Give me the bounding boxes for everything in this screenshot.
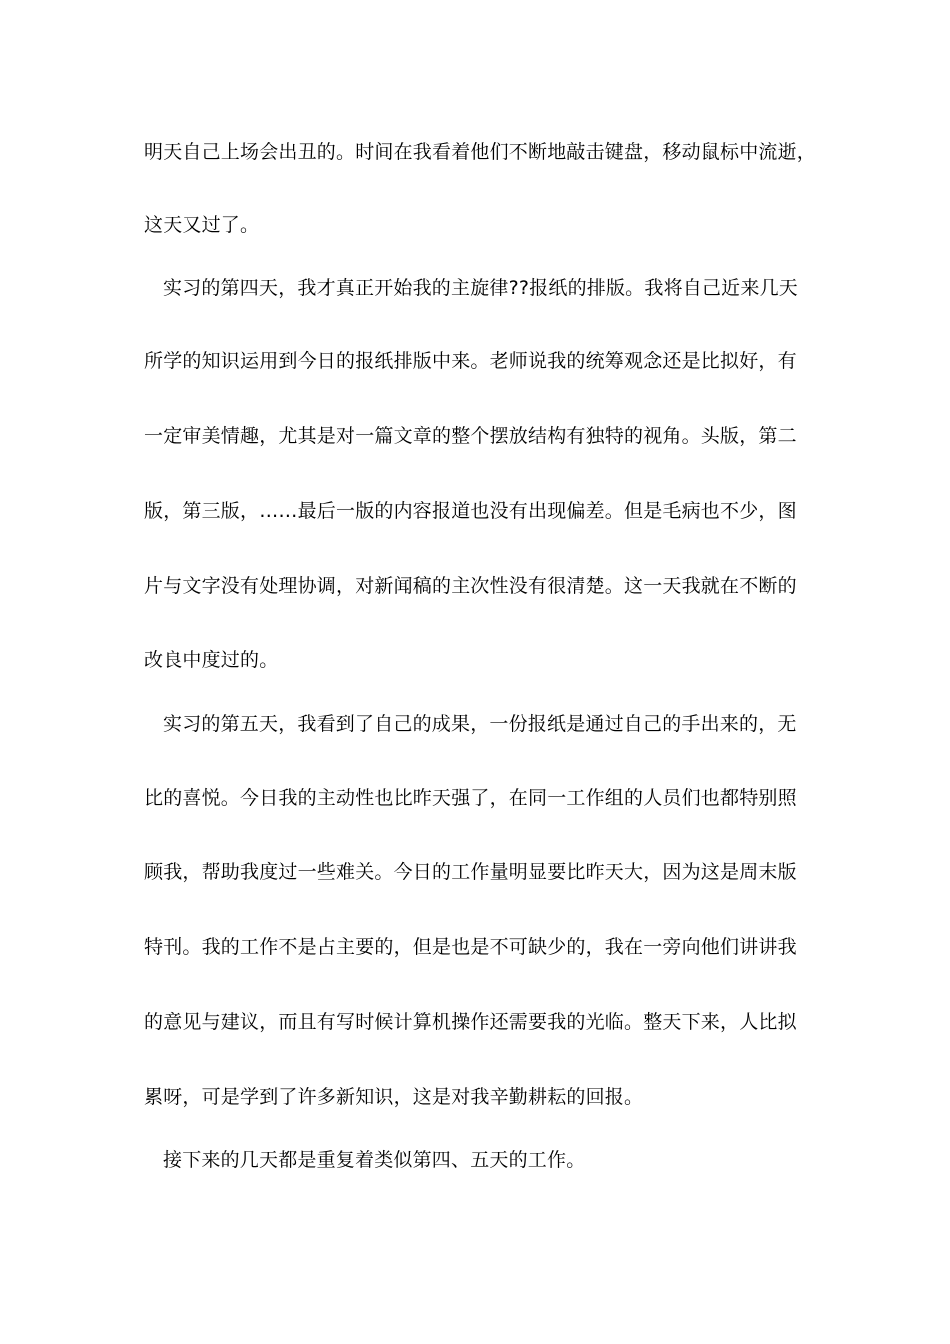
paragraph-start-line: 实习的第四天，我才真正开始我的主旋律??报纸的排版。我将自己近来几天 [163, 277, 798, 299]
text-line: 改良中度过的。 [144, 649, 279, 671]
text-line: 比的喜悦。今日我的主动性也比昨天强了，在同一工作组的人员们也都特别照 [144, 787, 797, 809]
text-line: 顾我，帮助我度过一些难关。今日的工作量明显要比昨天大，因为这是周末版 [144, 861, 797, 883]
text-line: 累呀，可是学到了许多新知识，这是对我辛勤耕耘的回报。 [144, 1086, 644, 1108]
paragraph-start-line: 接下来的几天都是重复着类似第四、五天的工作。 [163, 1149, 586, 1171]
text-line: 的意见与建议，而且有写时候计算机操作还需要我的光临。整天下来，人比拟 [144, 1011, 797, 1033]
text-line: 版，第三版，……最后一版的内容报道也没有出现偏差。但是毛病也不少，图 [144, 500, 797, 522]
paragraph-start-line: 实习的第五天，我看到了自己的成果，一份报纸是通过自己的手出来的，无 [163, 713, 797, 735]
text-line: 这天又过了。 [144, 214, 260, 236]
text-line: 片与文字没有处理协调，对新闻稿的主次性没有很清楚。这一天我就在不断的 [144, 575, 797, 597]
text-line: 一定审美情趣，尤其是对一篇文章的整个摆放结构有独特的视角。头版，第二 [144, 425, 797, 447]
text-line: 特刊。我的工作不是占主要的，但是也是不可缺少的，我在一旁向他们讲讲我 [144, 936, 797, 958]
text-line: 明天自己上场会出丑的。时间在我看着他们不断地敲击键盘，移动鼠标中流逝， [144, 141, 817, 163]
text-line: 所学的知识运用到今日的报纸排版中来。老师说我的统筹观念还是比拟好，有 [144, 350, 797, 372]
